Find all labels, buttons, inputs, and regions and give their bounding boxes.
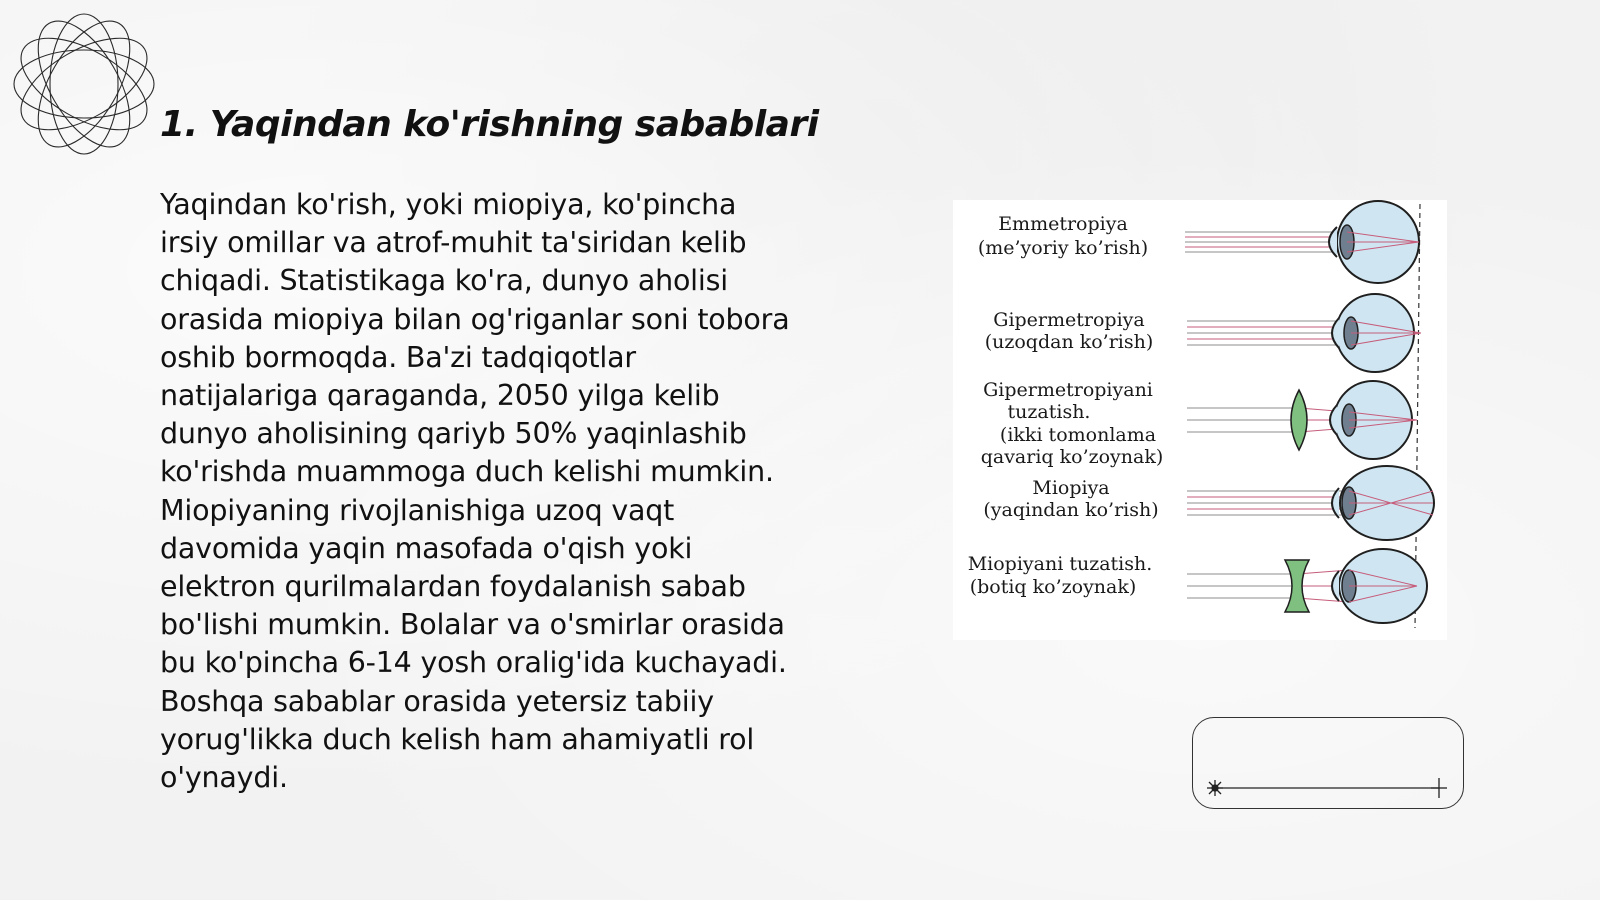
slide-title: 1. Yaqindan ko'rishning sabablari xyxy=(160,104,819,145)
row1-line2: (me’yoriy ko’rish) xyxy=(977,237,1149,259)
eye-hypermetropia-corrected xyxy=(1187,381,1417,459)
row3-line4: qavariq ko’zoynak) xyxy=(980,446,1164,468)
row4-line1: Miopiya xyxy=(1032,477,1110,499)
decorative-range-widget xyxy=(1192,717,1464,809)
sun-icon xyxy=(1207,780,1223,796)
crosshair-icon xyxy=(1431,778,1447,798)
row1-line1: Emmetropiya xyxy=(998,213,1128,235)
eye-hypermetropia xyxy=(1187,294,1421,372)
eye-emmetropia xyxy=(1185,201,1419,283)
eye-myopia-corrected xyxy=(1187,549,1427,623)
row2-line2: (uzoqdan ko’rish) xyxy=(984,331,1154,353)
row2-line1: Gipermetropiya xyxy=(993,309,1145,331)
eye-diagram-figure xyxy=(953,200,1447,640)
row3-line3: (ikki tomonlama xyxy=(999,424,1157,446)
row4-line2: (yaqindan ko’rish) xyxy=(983,499,1159,521)
row3-line1: Gipermetropiyani xyxy=(983,379,1153,401)
circles-logo-icon xyxy=(10,10,158,158)
convex-lens-icon xyxy=(1291,390,1307,450)
eye-myopia xyxy=(1187,466,1434,540)
row5-line2: (botiq ko’zoynak) xyxy=(969,576,1137,598)
row3-line2: tuzatish. xyxy=(1007,401,1091,423)
slide-body-text: Yaqindan ko'rish, yoki miopiya, ko'pincha irsiy omillar va atrof-muhit ta'siridan kelib chiqadi. Statistikaga ko'ra, dunyo aholisi orasida miopiya bilan og'riganlar soni tobora oshib bormoqda. Ba'zi tadqiqotlar natijalariga qaraganda, 2050 yilga kelib dunyo aholisining qariyb 50% yaqinlashib ko'rishda muammoga duch kelishi mumkin. Miopiyaning rivojlanishiga uzoq vaqt davomida yaqin masofada o'qish yoki elektron qurilmalardan foydalanish sabab bo'lishi mumkin. Bolalar va o'smirlar orasida bu ko'pincha 6-14 yosh oralig'ida kuchayadi. Boshqa sabablar orasida yetersiz tabiiy yorug'likka duch kelish ham ahamiyatli rol o'ynaydi. xyxy=(160,188,790,795)
row5-line1: Miopiyani tuzatish. xyxy=(967,553,1153,575)
